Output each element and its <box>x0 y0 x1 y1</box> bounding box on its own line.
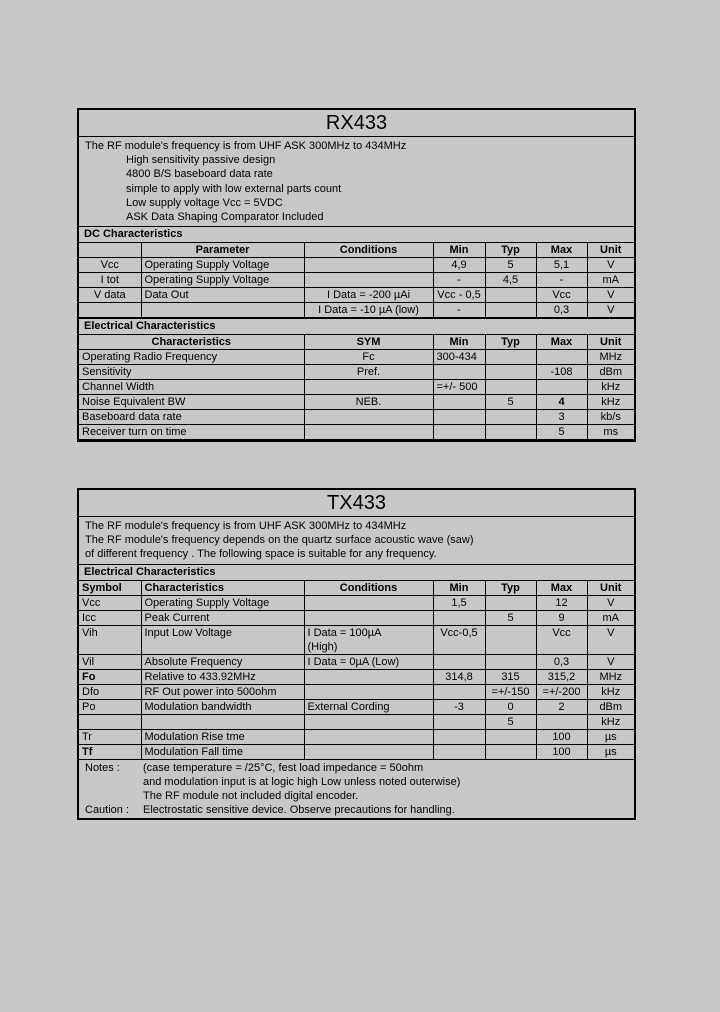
rx-intro-line: High sensitivity passive design <box>126 154 276 167</box>
header-cell: Characteristics <box>79 335 304 350</box>
caution-text: Electrostatic sensitive device. Observe precautions for handling. <box>143 804 455 817</box>
table-cell: Fo <box>79 669 141 684</box>
tx-intro-line: The RF module's frequency depends on the quartz surface acoustic wave (saw) <box>85 534 474 547</box>
table-cell: Absolute Frequency <box>141 654 304 669</box>
table-cell <box>485 595 536 610</box>
table-cell: Vcc <box>79 258 141 273</box>
table-cell <box>304 669 433 684</box>
table-cell: Modulation Fall time <box>141 744 304 759</box>
header-cell: Min <box>433 243 485 258</box>
table-row <box>79 410 634 425</box>
table-cell: ms <box>587 425 634 440</box>
table-cell <box>433 684 485 699</box>
table-cell: V <box>587 625 634 640</box>
table-cell: Po <box>79 699 141 714</box>
table-cell <box>304 729 433 744</box>
table-cell <box>304 425 433 440</box>
table-row <box>79 744 634 759</box>
table-cell: V <box>587 288 634 303</box>
table-cell <box>433 410 485 425</box>
table-cell: =+/- 500 <box>433 380 485 395</box>
table-cell: 9 <box>536 610 587 625</box>
table-cell: Tr <box>79 729 141 744</box>
table-cell: Pref. <box>304 365 433 380</box>
table-cell: 1,5 <box>433 595 485 610</box>
table-cell <box>79 303 141 318</box>
table-cell: Icc <box>79 610 141 625</box>
table-row <box>79 288 634 303</box>
table-row <box>79 684 634 699</box>
notes-spacer <box>85 789 143 803</box>
header-cell: Characteristics <box>141 581 304 596</box>
table-cell <box>433 610 485 625</box>
table-cell: Fc <box>304 350 433 365</box>
header-cell: Symbol <box>79 581 141 596</box>
table-cell: kHz <box>587 395 634 410</box>
tx-title: TX433 <box>79 490 634 517</box>
notes-row <box>85 775 634 789</box>
table-cell: 300-434 <box>433 350 485 365</box>
table-cell: Relative to 433.92MHz <box>141 669 304 684</box>
table-header-row <box>79 335 634 350</box>
table-cell: -108 <box>536 365 587 380</box>
table-cell: Tf <box>79 744 141 759</box>
table-cell: I Data = -200 µAi <box>304 288 433 303</box>
caution-label: Caution : <box>85 804 130 817</box>
table-cell: V data <box>79 288 141 303</box>
table-cell: =+/-200 <box>536 684 587 699</box>
table-cell <box>536 640 587 655</box>
rx-intro-line: simple to apply with low external parts count <box>126 182 342 195</box>
table-cell <box>485 729 536 744</box>
table-cell <box>485 288 536 303</box>
table-cell: Vcc <box>536 625 587 640</box>
table-cell <box>304 684 433 699</box>
table-row <box>79 395 634 410</box>
table-cell: Receiver turn on time <box>79 425 304 440</box>
table-cell: 2 <box>536 699 587 714</box>
table-cell <box>536 380 587 395</box>
table-cell: dBm <box>587 699 634 714</box>
table-cell <box>485 425 536 440</box>
note-line: (case temperature = /25°C, fest load impedance = 50ohm <box>143 761 424 774</box>
tx-intro-line: of different frequency . The following space is suitable for any frequency. <box>85 548 437 561</box>
table-cell: Input Low Voltage <box>141 625 304 640</box>
table-cell: Peak Current <box>141 610 304 625</box>
table-cell <box>536 350 587 365</box>
notes-row <box>85 789 634 803</box>
header-cell: Min <box>433 335 485 350</box>
table-cell: (High) <box>304 640 433 655</box>
table-cell: Vcc <box>79 595 141 610</box>
rx-intro-line: The RF module's frequency is from UHF ASK 300MHz to 434MHz <box>85 140 407 152</box>
table-cell: Modulation bandwidth <box>141 699 304 714</box>
table-cell <box>304 258 433 273</box>
table-cell <box>141 640 304 655</box>
table-cell <box>304 380 433 395</box>
tx-intro <box>79 517 634 565</box>
notes-row <box>85 761 634 775</box>
table-cell: MHz <box>587 669 634 684</box>
table-cell: 0,3 <box>536 654 587 669</box>
table-cell: kb/s <box>587 410 634 425</box>
rx-ec-table <box>79 335 634 440</box>
header-cell: Typ <box>485 243 536 258</box>
header-cell: Unit <box>587 335 634 350</box>
table-cell: mA <box>587 610 634 625</box>
table-cell: MHz <box>587 350 634 365</box>
table-cell <box>304 744 433 759</box>
table-row <box>79 595 634 610</box>
table-cell: 315 <box>485 669 536 684</box>
header-cell: Max <box>536 243 587 258</box>
table-cell: Modulation Rise tme <box>141 729 304 744</box>
table-cell: I Data = 0µA (Low) <box>304 654 433 669</box>
table-row <box>79 258 634 273</box>
rx433-datasheet <box>77 108 636 442</box>
table-cell <box>304 595 433 610</box>
table-cell: 0,3 <box>536 303 587 318</box>
table-header-row <box>79 581 634 596</box>
table-cell <box>141 303 304 318</box>
header-cell: Unit <box>587 243 634 258</box>
table-cell: 5 <box>485 395 536 410</box>
table-cell <box>433 744 485 759</box>
table-cell: I Data = 100µA <box>304 625 433 640</box>
table-row <box>79 350 634 365</box>
header-cell: Unit <box>587 581 634 596</box>
table-cell <box>433 425 485 440</box>
note-line: and modulation input is at logic high Low unless noted outerwise) <box>143 775 461 788</box>
table-cell: 5 <box>485 610 536 625</box>
rx-dc-table <box>79 243 634 318</box>
table-row <box>79 729 634 744</box>
table-cell: Channel Width <box>79 380 304 395</box>
table-cell <box>79 714 141 729</box>
table-header-row <box>79 243 634 258</box>
table-cell: kHz <box>587 380 634 395</box>
tx-ec-table <box>79 581 634 760</box>
table-cell <box>433 395 485 410</box>
table-row <box>79 425 634 440</box>
table-row <box>79 640 634 655</box>
table-cell: External Cording <box>304 699 433 714</box>
table-cell <box>304 273 433 288</box>
header-cell: Typ <box>485 335 536 350</box>
table-cell: kHz <box>587 684 634 699</box>
rx-intro-line: 4800 B/S baseboard data rate <box>126 168 273 181</box>
table-cell: Vcc-0,5 <box>433 625 485 640</box>
notes-spacer <box>85 775 143 789</box>
table-cell: Baseboard data rate <box>79 410 304 425</box>
table-cell: 315,2 <box>536 669 587 684</box>
table-cell: Data Out <box>141 288 304 303</box>
table-cell: V <box>587 303 634 318</box>
header-cell: Max <box>536 335 587 350</box>
table-cell <box>304 610 433 625</box>
table-cell <box>304 410 433 425</box>
table-cell: RF Out power into 500ohm <box>141 684 304 699</box>
tx433-datasheet <box>77 488 636 820</box>
table-cell: Operating Supply Voltage <box>141 273 304 288</box>
table-cell <box>304 714 433 729</box>
table-cell <box>141 714 304 729</box>
table-cell <box>536 714 587 729</box>
table-cell: - <box>433 303 485 318</box>
notes-label: Notes : <box>85 761 120 774</box>
table-cell: I Data = -10 µA (low) <box>304 303 433 318</box>
table-cell: 4,5 <box>485 273 536 288</box>
table-cell: Vil <box>79 654 141 669</box>
table-cell: kHz <box>587 714 634 729</box>
table-cell: 3 <box>536 410 587 425</box>
table-cell <box>485 350 536 365</box>
table-cell: mA <box>587 273 634 288</box>
table-cell: 314,8 <box>433 669 485 684</box>
table-cell: V <box>587 595 634 610</box>
rx-ec-section-title: Electrical Characteristics <box>79 318 634 335</box>
table-cell: Sensitivity <box>79 365 304 380</box>
table-cell: I tot <box>79 273 141 288</box>
table-cell: 12 <box>536 595 587 610</box>
table-row <box>79 303 634 318</box>
table-cell: Operating Supply Voltage <box>141 258 304 273</box>
table-cell: 5,1 <box>536 258 587 273</box>
header-cell: Conditions <box>304 581 433 596</box>
table-cell: Vcc <box>536 288 587 303</box>
table-cell: Dfo <box>79 684 141 699</box>
table-cell: 4 <box>536 395 587 410</box>
table-cell: 0 <box>485 699 536 714</box>
table-cell: µs <box>587 729 634 744</box>
table-cell: -3 <box>433 699 485 714</box>
table-cell: - <box>536 273 587 288</box>
table-cell: 4,9 <box>433 258 485 273</box>
table-cell <box>433 729 485 744</box>
table-cell: Operating Radio Frequency <box>79 350 304 365</box>
rx-dc-section-title: DC Characteristics <box>79 227 634 243</box>
table-cell <box>433 365 485 380</box>
table-cell: Operating Supply Voltage <box>141 595 304 610</box>
table-cell: =+/-150 <box>485 684 536 699</box>
header-cell: Conditions <box>304 243 433 258</box>
table-row <box>79 380 634 395</box>
tx-intro-line: The RF module's frequency is from UHF ASK 300MHz to 434MHz <box>85 520 407 532</box>
table-cell <box>433 640 485 655</box>
table-cell <box>485 640 536 655</box>
header-cell: Max <box>536 581 587 596</box>
table-cell: 100 <box>536 744 587 759</box>
rx-intro-line: ASK Data Shaping Comparator Included <box>126 211 324 224</box>
table-cell <box>485 380 536 395</box>
header-cell <box>79 243 141 258</box>
tx-notes <box>79 760 634 819</box>
caution-row <box>85 803 634 817</box>
rx-title: RX433 <box>79 110 634 137</box>
table-cell <box>433 654 485 669</box>
table-cell: 100 <box>536 729 587 744</box>
table-cell: 5 <box>485 258 536 273</box>
rx-intro <box>79 137 634 227</box>
table-cell: V <box>587 258 634 273</box>
table-cell: V <box>587 654 634 669</box>
table-row <box>79 699 634 714</box>
table-cell: 5 <box>536 425 587 440</box>
table-cell <box>485 654 536 669</box>
header-cell: Typ <box>485 581 536 596</box>
table-cell <box>433 714 485 729</box>
table-cell: NEB. <box>304 395 433 410</box>
table-cell: Vih <box>79 625 141 640</box>
table-row <box>79 669 634 684</box>
header-cell: Min <box>433 581 485 596</box>
table-row <box>79 625 634 640</box>
table-cell: Vcc - 0,5 <box>433 288 485 303</box>
header-cell: SYM <box>304 335 433 350</box>
header-cell: Parameter <box>141 243 304 258</box>
table-row <box>79 610 634 625</box>
table-cell <box>485 625 536 640</box>
table-cell <box>79 640 141 655</box>
table-cell: Noise Equivalent BW <box>79 395 304 410</box>
table-row <box>79 654 634 669</box>
table-cell <box>485 744 536 759</box>
note-line: The RF module not included digital encoder. <box>143 790 359 803</box>
table-cell <box>485 365 536 380</box>
table-cell: µs <box>587 744 634 759</box>
table-row <box>79 365 634 380</box>
table-cell <box>587 640 634 655</box>
table-cell: - <box>433 273 485 288</box>
table-cell: 5 <box>485 714 536 729</box>
table-row <box>79 714 634 729</box>
tx-ec-section-title: Electrical Characteristics <box>79 565 634 581</box>
table-cell <box>485 410 536 425</box>
table-cell: dBm <box>587 365 634 380</box>
table-row <box>79 273 634 288</box>
rx-intro-line: Low supply voltage Vcc = 5VDC <box>126 196 283 209</box>
table-cell <box>485 303 536 318</box>
